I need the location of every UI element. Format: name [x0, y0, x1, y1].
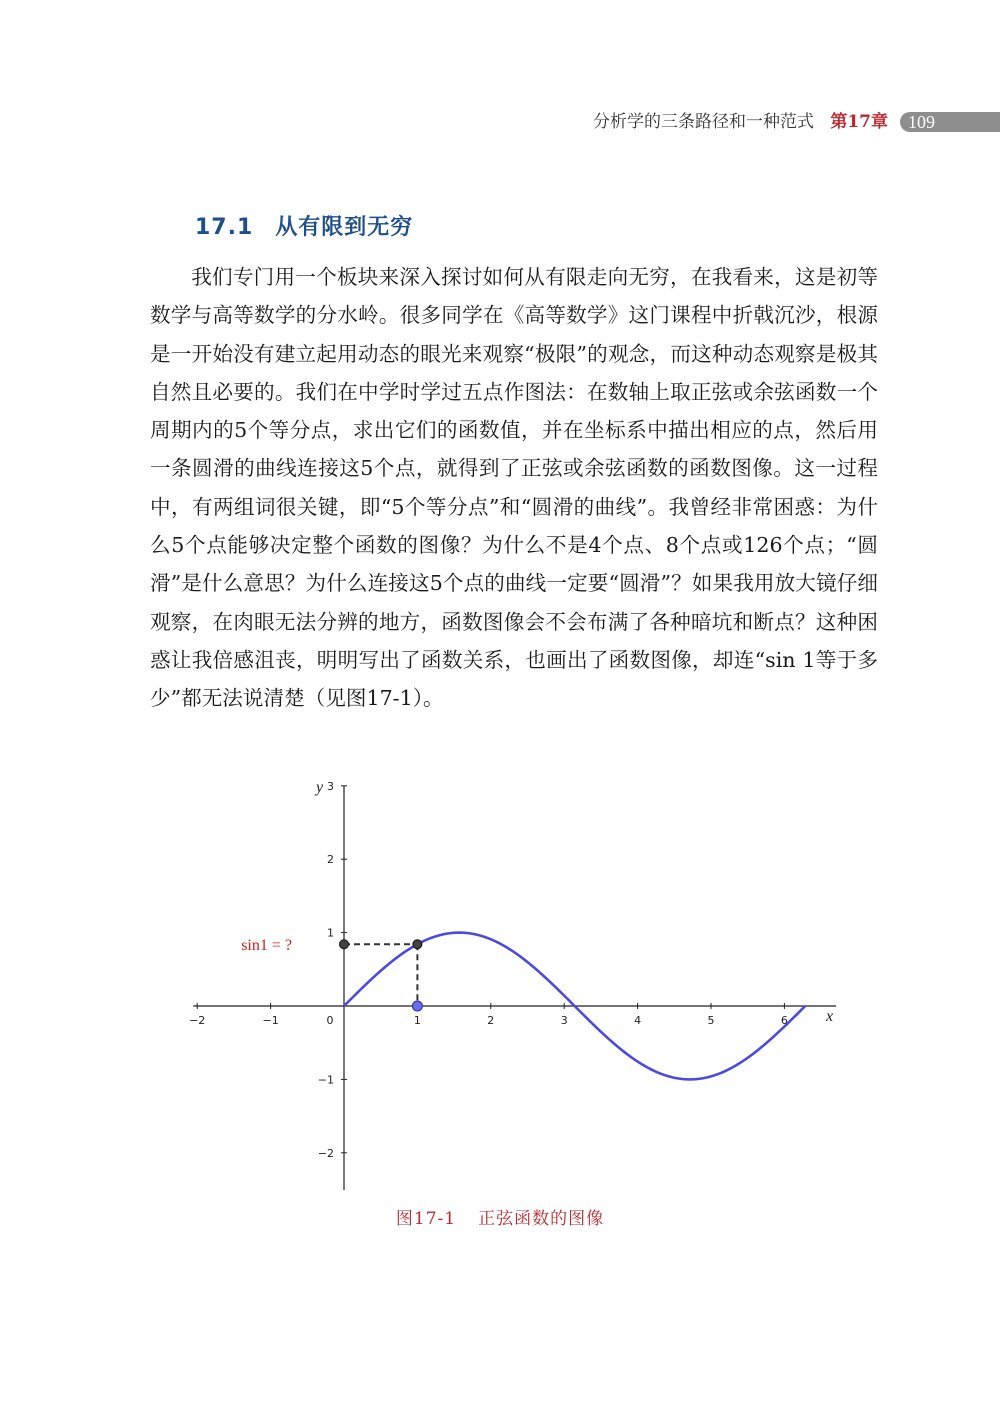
x-tick-label: 1: [413, 1014, 421, 1027]
sin1-annotation-label: sin1 = ?: [241, 937, 292, 955]
y-tick-label: 2: [327, 853, 334, 867]
y-tick-label: 1: [327, 926, 334, 940]
x-axis-label: x: [826, 1008, 834, 1025]
section-title-text: 从有限到无穷: [275, 215, 414, 240]
x-tick-label: −2: [189, 1014, 206, 1027]
curve-point-sin1: [413, 940, 422, 949]
x-tick-label: −1: [262, 1014, 279, 1027]
x-tick-label: 4: [634, 1014, 642, 1027]
y-tick-label: −1: [317, 1073, 334, 1087]
figure-caption: [0, 1204, 1000, 1229]
x-tick-label: 0: [326, 1014, 334, 1027]
running-title: 分析学的三条路径和一种范式: [593, 112, 814, 132]
section-number: 17.1: [195, 215, 254, 240]
y-tick-label: −2: [317, 1146, 334, 1160]
y-axis-label: y: [316, 778, 324, 796]
page-number: 109: [908, 112, 935, 132]
y-tick-label: 3: [327, 779, 334, 793]
x-axis-point-1: [412, 1001, 422, 1011]
x-tick-label: 2: [487, 1014, 495, 1027]
figure-caption-text: 正弦函数的图像: [478, 1209, 605, 1229]
sine-figure: [160, 770, 860, 1200]
page-number-tab: [900, 112, 1000, 132]
y-axis-point: [340, 940, 349, 949]
x-tick-label: 5: [707, 1014, 715, 1027]
body-paragraph: 我们专门用一个板块来深入探讨如何从有限走向无穷，在我看来，这是初等数学与高等数学的分水岭。很多同学在《高等数学》这门课程中折戟沉沙，根源是一开始没有建立起用动态的眼光来观察“极限”的观念，而这种动态观察是极其自然且必要的。我们在中学时学过五点作图法：在数轴上取正弦或余弦函数一个周期内的5个等分点，求出它们的函数值，并在坐标系中描出相应的点，然后用一条圆滑的曲线连接这5个点，就得到了正弦或余弦函数的函数图像。这一过程中，有两组词很关键，即“5个等分点”和“圆滑的曲线”。我曾经非常困惑：为什么5个点能够决定整个函数的图像？为什么不是4个点、8个点或126个点；“圆滑”是什么意思？为什么连接这5个点的曲线一定要“圆滑”？如果我用放大镜仔细观察，在肉眼无法分辨的地方，函数图像会不会布满了各种暗坑和断点？这种困惑让我倍感沮丧，明明写出了函数关系，也画出了函数图像，却连“sin 1等于多少”都无法说清楚（见图17-1）。: [150, 265, 878, 711]
section-heading: [195, 210, 413, 241]
x-tick-label: 6: [780, 1014, 788, 1027]
chapter-label: 第17章: [830, 112, 888, 132]
sine-chart: [160, 770, 860, 1200]
running-header: [0, 110, 1000, 134]
figure-number: 图17-1: [395, 1209, 457, 1229]
x-tick-label: 3: [560, 1014, 568, 1027]
